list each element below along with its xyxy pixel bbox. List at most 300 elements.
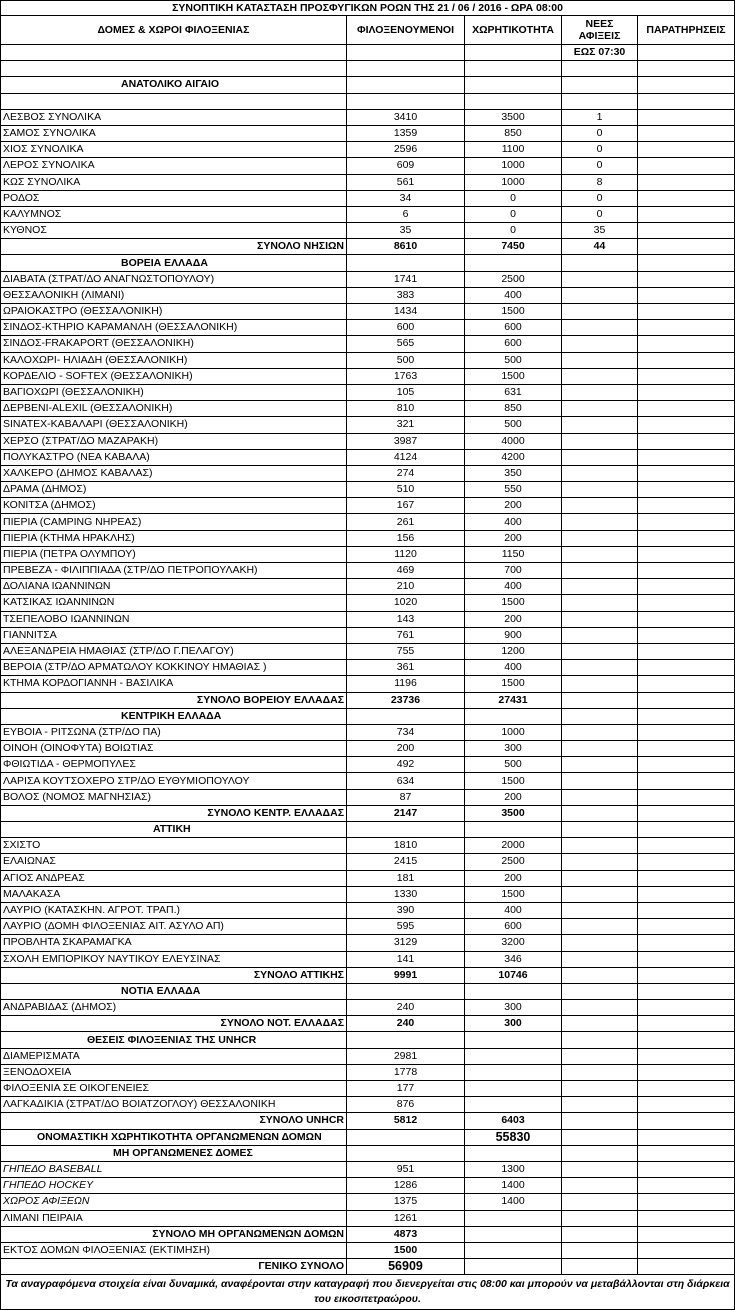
capacity-value: 700 bbox=[465, 563, 562, 579]
capacity-value: 1400 bbox=[465, 1194, 562, 1210]
total-row bbox=[1, 1226, 735, 1242]
total-hosted: 9991 bbox=[347, 967, 465, 983]
arrivals-value bbox=[562, 886, 638, 902]
table-row bbox=[1, 125, 735, 141]
notes-cell bbox=[638, 482, 735, 498]
hosted-value: 141 bbox=[347, 951, 465, 967]
total-row bbox=[1, 239, 735, 255]
table-row bbox=[1, 352, 735, 368]
arrivals-value: 8 bbox=[562, 174, 638, 190]
arrivals-value bbox=[562, 498, 638, 514]
total-label: ΣΥΝΟΛΟ ΑΤΤΙΚΗΣ bbox=[1, 967, 347, 983]
hosted-value: 1500 bbox=[347, 1242, 465, 1258]
capacity-value: 500 bbox=[465, 757, 562, 773]
total-capacity: 6403 bbox=[465, 1113, 562, 1129]
table-row bbox=[1, 643, 735, 659]
grand-total-value: 56909 bbox=[347, 1259, 465, 1275]
grand-total-label: ΓΕΝΙΚΟ ΣΥΝΟΛΟ bbox=[1, 1259, 347, 1275]
table-row bbox=[1, 190, 735, 206]
arrivals-value bbox=[562, 935, 638, 951]
hosted-value: 600 bbox=[347, 320, 465, 336]
structure-name: ΒΑΓΙΟΧΩΡΙ (ΘΕΣΣΑΛΟΝΙΚΗ) bbox=[1, 384, 347, 400]
total-arrivals: 44 bbox=[562, 239, 638, 255]
arrivals-value bbox=[562, 401, 638, 417]
notes-cell bbox=[638, 546, 735, 562]
hosted-value: 200 bbox=[347, 741, 465, 757]
total-hosted: 4873 bbox=[347, 1226, 465, 1242]
table-row bbox=[1, 951, 735, 967]
hosted-value: 500 bbox=[347, 352, 465, 368]
capacity-value: 200 bbox=[465, 870, 562, 886]
total-label: ΣΥΝΟΛΟ ΝΗΣΙΩΝ bbox=[1, 239, 347, 255]
structure-name: ΛΕΣΒΟΣ ΣΥΝΟΛΙΚΑ bbox=[1, 109, 347, 125]
capacity-value: 1400 bbox=[465, 1178, 562, 1194]
capacity-value: 0 bbox=[465, 206, 562, 222]
notes-cell bbox=[638, 287, 735, 303]
structure-name: ΠΟΛΥΚΑΣΤΡΟ (ΝΕΑ ΚΑΒΑΛΑ) bbox=[1, 449, 347, 465]
arrivals-value bbox=[562, 579, 638, 595]
section-title: ΑΤΤΙΚΗ bbox=[1, 822, 347, 838]
table-row bbox=[1, 1194, 735, 1210]
section-header-row bbox=[1, 77, 735, 93]
notes-cell bbox=[638, 676, 735, 692]
table-row bbox=[1, 336, 735, 352]
arrivals-value: 0 bbox=[562, 125, 638, 141]
table-row bbox=[1, 482, 735, 498]
hosted-value: 34 bbox=[347, 190, 465, 206]
section-header-row bbox=[1, 708, 735, 724]
structure-name: ΣΧΟΛΗ ΕΜΠΟΡΙΚΟΥ ΝΑΥΤΙΚΟΥ ΕΛΕΥΣΙΝΑΣ bbox=[1, 951, 347, 967]
capacity-value: 400 bbox=[465, 902, 562, 918]
hosted-value: 181 bbox=[347, 870, 465, 886]
structure-name: ΜΑΛΑΚΑΣΑ bbox=[1, 886, 347, 902]
hosted-value: 3129 bbox=[347, 935, 465, 951]
notes-cell bbox=[638, 595, 735, 611]
hosted-value: 1286 bbox=[347, 1178, 465, 1194]
notes-cell bbox=[638, 1064, 735, 1080]
table-row bbox=[1, 854, 735, 870]
arrivals-value bbox=[562, 433, 638, 449]
structure-name: ΑΓΙΟΣ ΑΝΔΡΕΑΣ bbox=[1, 870, 347, 886]
table-row bbox=[1, 1000, 735, 1016]
structure-name: ΤΣΕΠΕΛΟΒΟ ΙΩΑΝΝΙΝΩΝ bbox=[1, 611, 347, 627]
arrivals-value bbox=[562, 902, 638, 918]
notes-cell bbox=[638, 223, 735, 239]
notes-cell bbox=[638, 109, 735, 125]
notes-cell bbox=[638, 206, 735, 222]
capacity-value: 2000 bbox=[465, 838, 562, 854]
total-hosted: 8610 bbox=[347, 239, 465, 255]
section-header-row bbox=[1, 822, 735, 838]
table-row bbox=[1, 401, 735, 417]
structure-name: ΠΙΕΡΙΑ (ΚΤΗΜΑ ΗΡΑΚΛΗΣ) bbox=[1, 530, 347, 546]
hosted-value: 595 bbox=[347, 919, 465, 935]
hosted-value: 390 bbox=[347, 902, 465, 918]
notes-cell bbox=[638, 902, 735, 918]
table-row bbox=[1, 886, 735, 902]
structure-name: ΛΕΡΟΣ ΣΥΝΟΛΙΚΑ bbox=[1, 158, 347, 174]
arrivals-value bbox=[562, 643, 638, 659]
notes-cell bbox=[638, 627, 735, 643]
footnote-row bbox=[1, 1275, 735, 1310]
notes-cell bbox=[638, 384, 735, 400]
structure-name: ΔΟΛΙΑΝΑ ΙΩΑΝΝΙΝΩΝ bbox=[1, 579, 347, 595]
arrivals-value bbox=[562, 611, 638, 627]
capacity-value: 1500 bbox=[465, 595, 562, 611]
hosted-value: 2596 bbox=[347, 142, 465, 158]
total-arrivals bbox=[562, 967, 638, 983]
capacity-value: 900 bbox=[465, 627, 562, 643]
arrivals-value bbox=[562, 838, 638, 854]
arrivals-value: 0 bbox=[562, 206, 638, 222]
notes-cell bbox=[638, 158, 735, 174]
structure-name: ΦΘΙΩΤΙΔΑ - ΘΕΡΜΟΠΥΛΕΣ bbox=[1, 757, 347, 773]
capacity-value: 600 bbox=[465, 336, 562, 352]
table-row bbox=[1, 563, 735, 579]
capacity-value: 300 bbox=[465, 1000, 562, 1016]
hosted-value: 240 bbox=[347, 1000, 465, 1016]
hosted-value: 1741 bbox=[347, 271, 465, 287]
hosted-value: 87 bbox=[347, 789, 465, 805]
hosted-value: 383 bbox=[347, 287, 465, 303]
capacity-value: 1000 bbox=[465, 174, 562, 190]
structure-name: ΕΚΤΟΣ ΔΟΜΩΝ ΦΙΛΟΞΕΝΙΑΣ (ΕΚΤΙΜΗΣΗ) bbox=[1, 1242, 347, 1258]
table-row bbox=[1, 1048, 735, 1064]
capacity-value: 2500 bbox=[465, 854, 562, 870]
notes-cell bbox=[638, 304, 735, 320]
hosted-value: 1810 bbox=[347, 838, 465, 854]
section-title: ΑΝΑΤΟΛΙΚΟ ΑΙΓΑΙΟ bbox=[1, 77, 347, 93]
total-capacity: 300 bbox=[465, 1016, 562, 1032]
structure-name: ΚΑΛΥΜΝΟΣ bbox=[1, 206, 347, 222]
arrivals-value bbox=[562, 870, 638, 886]
hosted-value: 3987 bbox=[347, 433, 465, 449]
capacity-value: 300 bbox=[465, 741, 562, 757]
section-title: ΝΟΤΙΑ ΕΛΛΑΔΑ bbox=[1, 983, 347, 999]
structure-name: ΒΟΛΟΣ (ΝΟΜΟΣ ΜΑΓΝΗΣΙΑΣ) bbox=[1, 789, 347, 805]
footnote-text: Τα αναγραφόμενα στοιχεία είναι δυναμικά, αναφέρονται στην καταγραφή που διενεργείται στις 08:00 και μπορούν να μεταβάλλονται στη διάρκεια του εικοσιτετραώρου. bbox=[1, 1275, 735, 1310]
header-new-arrivals: ΝΕΕΣ ΑΦΙΞΕΙΣ bbox=[562, 16, 638, 45]
capacity-value bbox=[465, 1081, 562, 1097]
arrivals-value bbox=[562, 627, 638, 643]
blank-row bbox=[1, 93, 735, 109]
total-label: ΣΥΝΟΛΟ ΒΟΡΕΙΟΥ ΕΛΛΑΔΑΣ bbox=[1, 692, 347, 708]
table-row bbox=[1, 741, 735, 757]
table-row bbox=[1, 546, 735, 562]
hosted-value: 2981 bbox=[347, 1048, 465, 1064]
structure-name: ΧΑΛΚΕΡΟ (ΔΗΜΟΣ ΚΑΒΑΛΑΣ) bbox=[1, 465, 347, 481]
table-row bbox=[1, 368, 735, 384]
table-row bbox=[1, 579, 735, 595]
notes-cell bbox=[638, 724, 735, 740]
section-header-row bbox=[1, 1032, 735, 1048]
total-capacity: 3500 bbox=[465, 805, 562, 821]
capacity-value: 1300 bbox=[465, 1161, 562, 1177]
capacity-value: 1000 bbox=[465, 158, 562, 174]
capacity-value: 600 bbox=[465, 919, 562, 935]
table-row bbox=[1, 1081, 735, 1097]
arrivals-value bbox=[562, 271, 638, 287]
arrivals-value bbox=[562, 304, 638, 320]
capacity-value: 350 bbox=[465, 465, 562, 481]
arrivals-value bbox=[562, 352, 638, 368]
arrivals-value bbox=[562, 336, 638, 352]
structure-name: ΔΙΑΜΕΡΙΣΜΑΤΑ bbox=[1, 1048, 347, 1064]
table-row bbox=[1, 530, 735, 546]
structure-name: ΔΕΡΒΕΝΙ-ALEXIL (ΘΕΣΣΑΛΟΝΙΚΗ) bbox=[1, 401, 347, 417]
notes-cell bbox=[638, 789, 735, 805]
table-row bbox=[1, 773, 735, 789]
structure-name: ΧΩΡΟΣ ΑΦΙΞΕΩΝ bbox=[1, 1194, 347, 1210]
table-row bbox=[1, 109, 735, 125]
hosted-value: 492 bbox=[347, 757, 465, 773]
hosted-value: 177 bbox=[347, 1081, 465, 1097]
structure-name: ΟΙΝΟΗ (ΟΙΝΟΦΥΤΑ) ΒΟΙΩΤΙΑΣ bbox=[1, 741, 347, 757]
structure-name: ΚΥΘΝΟΣ bbox=[1, 223, 347, 239]
structure-name: ΛΑΥΡΙΟ (ΔΟΜΗ ΦΙΛΟΞΕΝΙΑΣ ΑΙΤ. ΑΣΥΛΟ ΑΠ) bbox=[1, 919, 347, 935]
arrivals-value bbox=[562, 482, 638, 498]
capacity-value: 600 bbox=[465, 320, 562, 336]
notes-cell bbox=[638, 870, 735, 886]
capacity-value: 0 bbox=[465, 223, 562, 239]
header-until: ΕΩΣ 07:30 bbox=[562, 45, 638, 61]
hosted-value: 105 bbox=[347, 384, 465, 400]
section-title: ΒΟΡΕΙΑ ΕΛΛΑΔΑ bbox=[1, 255, 347, 271]
hosted-value: 3410 bbox=[347, 109, 465, 125]
notes-cell bbox=[638, 514, 735, 530]
report-title: ΣΥΝΟΠΤΙΚΗ ΚΑΤΑΣΤΑΣΗ ΠΡΟΣΦΥΓΙΚΩΝ ΡΟΩΝ ΤΗΣ 21 / 06 / 2016 - ΩΡΑ 08:00 bbox=[1, 1, 735, 16]
structure-name: ΕΛΑΙΩΝΑΣ bbox=[1, 854, 347, 870]
table-row bbox=[1, 433, 735, 449]
capacity-value: 550 bbox=[465, 482, 562, 498]
notes-cell bbox=[638, 352, 735, 368]
hosted-value: 4124 bbox=[347, 449, 465, 465]
arrivals-value bbox=[562, 773, 638, 789]
table-row bbox=[1, 206, 735, 222]
notes-cell bbox=[638, 579, 735, 595]
hosted-value: 561 bbox=[347, 174, 465, 190]
capacity-value: 200 bbox=[465, 498, 562, 514]
capacity-value: 400 bbox=[465, 579, 562, 595]
section-header-row bbox=[1, 255, 735, 271]
table-row bbox=[1, 870, 735, 886]
hosted-value: 761 bbox=[347, 627, 465, 643]
hosted-value: 261 bbox=[347, 514, 465, 530]
arrivals-value: 0 bbox=[562, 142, 638, 158]
capacity-value bbox=[465, 1210, 562, 1226]
hosted-value: 876 bbox=[347, 1097, 465, 1113]
notes-cell bbox=[638, 611, 735, 627]
capacity-value: 400 bbox=[465, 287, 562, 303]
table-row bbox=[1, 838, 735, 854]
structure-name: ΠΙΕΡΙΑ (CAMPING ΝΗΡΕΑΣ) bbox=[1, 514, 347, 530]
structure-name: ΓΙΑΝΝΙΤΣΑ bbox=[1, 627, 347, 643]
total-arrivals bbox=[562, 1016, 638, 1032]
structure-name: ΔΙΑΒΑΤΑ (ΣΤΡΑΤ/ΔΟ ΑΝΑΓΝΩΣΤΟΠΟΥΛΟΥ) bbox=[1, 271, 347, 287]
capacity-value: 1500 bbox=[465, 773, 562, 789]
arrivals-value bbox=[562, 530, 638, 546]
notes-cell bbox=[638, 773, 735, 789]
table-row bbox=[1, 1161, 735, 1177]
table-row bbox=[1, 1178, 735, 1194]
capacity-value bbox=[465, 1048, 562, 1064]
hosted-value: 755 bbox=[347, 643, 465, 659]
capacity-value: 1150 bbox=[465, 546, 562, 562]
hosted-value: 167 bbox=[347, 498, 465, 514]
structure-name: ΚΟΝΙΤΣΑ (ΔΗΜΟΣ) bbox=[1, 498, 347, 514]
arrivals-value bbox=[562, 1000, 638, 1016]
notes-cell bbox=[638, 643, 735, 659]
notes-cell bbox=[638, 1048, 735, 1064]
capacity-value: 346 bbox=[465, 951, 562, 967]
table-row bbox=[1, 1097, 735, 1113]
notes-cell bbox=[638, 433, 735, 449]
table-row bbox=[1, 676, 735, 692]
capacity-value: 200 bbox=[465, 789, 562, 805]
notes-cell bbox=[638, 563, 735, 579]
structure-name: ΛΑΥΡΙΟ (ΚΑΤΑΣΚΗΝ. ΑΓΡΟΤ. ΤΡΑΠ.) bbox=[1, 902, 347, 918]
arrivals-value bbox=[562, 384, 638, 400]
notes-cell bbox=[638, 336, 735, 352]
notes-cell bbox=[638, 401, 735, 417]
arrivals-value bbox=[562, 320, 638, 336]
total-hosted: 23736 bbox=[347, 692, 465, 708]
arrivals-value bbox=[562, 417, 638, 433]
structure-name: ΠΡΟΒΛΗΤΑ ΣΚΑΡΑΜΑΓΚΑ bbox=[1, 935, 347, 951]
hosted-value: 810 bbox=[347, 401, 465, 417]
notes-cell bbox=[638, 271, 735, 287]
capacity-value: 1500 bbox=[465, 676, 562, 692]
structure-name: ΣΙΝΔΟΣ-ΚΤΗΡΙΟ ΚΑΡΑΜΑΝΛΗ (ΘΕΣΣΑΛΟΝΙΚΗ) bbox=[1, 320, 347, 336]
hosted-value: 1020 bbox=[347, 595, 465, 611]
notes-cell bbox=[638, 692, 735, 708]
table-row bbox=[1, 417, 735, 433]
notes-cell bbox=[638, 838, 735, 854]
nominal-capacity-label: ΟΝΟΜΑΣΤΙΚΗ ΧΩΡΗΤΙΚΟΤΗΤΑ ΟΡΓΑΝΩΜΕΝΩΝ ΔΟΜΩΝ bbox=[1, 1129, 347, 1145]
hosted-value: 1375 bbox=[347, 1194, 465, 1210]
total-row bbox=[1, 1016, 735, 1032]
notes-cell bbox=[638, 741, 735, 757]
notes-cell bbox=[638, 1113, 735, 1129]
table-row bbox=[1, 660, 735, 676]
structure-name: ΚΤΗΜΑ ΚΟΡΔΟΓΙΑΝΝΗ - ΒΑΣΙΛΙΚΑ bbox=[1, 676, 347, 692]
notes-cell bbox=[638, 854, 735, 870]
capacity-value: 4200 bbox=[465, 449, 562, 465]
arrivals-value bbox=[562, 919, 638, 935]
section-title: ΘΕΣΕΙΣ ΦΙΛΟΞΕΝΙΑΣ ΤΗΣ UNHCR bbox=[1, 1032, 347, 1048]
notes-cell bbox=[638, 449, 735, 465]
structure-name: ΡΟΔΟΣ bbox=[1, 190, 347, 206]
arrivals-value bbox=[562, 287, 638, 303]
arrivals-value bbox=[562, 1081, 638, 1097]
structure-name: ΓΗΠΕΔΟ HOCKEY bbox=[1, 1178, 347, 1194]
arrivals-value bbox=[562, 563, 638, 579]
structure-name: ΛΑΓΚΑΔΙΚΙΑ (ΣΤΡΑΤ/ΔΟ ΒΟΙΑΤΖΟΓΛΟΥ) ΘΕΣΣΑΛΟΝΙΚΗ bbox=[1, 1097, 347, 1113]
total-arrivals bbox=[562, 1113, 638, 1129]
arrivals-value: 35 bbox=[562, 223, 638, 239]
table-row bbox=[1, 223, 735, 239]
table-row bbox=[1, 449, 735, 465]
table-row bbox=[1, 919, 735, 935]
structure-name: ΑΝΔΡΑΒΙΔΑΣ (ΔΗΜΟΣ) bbox=[1, 1000, 347, 1016]
capacity-value: 1500 bbox=[465, 368, 562, 384]
structure-name: ΕΥΒΟΙΑ - ΡΙΤΣΩΝΑ (ΣΤΡ/ΔΟ ΠΑ) bbox=[1, 724, 347, 740]
notes-cell bbox=[638, 174, 735, 190]
hosted-value: 1261 bbox=[347, 1210, 465, 1226]
nominal-capacity-value: 55830 bbox=[465, 1129, 562, 1145]
total-row bbox=[1, 805, 735, 821]
arrivals-value bbox=[562, 449, 638, 465]
structure-name: ΘΕΣΣΑΛΟΝΙΚΗ (ΛΙΜΑΝΙ) bbox=[1, 287, 347, 303]
total-arrivals bbox=[562, 805, 638, 821]
notes-cell bbox=[638, 498, 735, 514]
structure-name: ΠΡΕΒΕΖΑ - ΦΙΛΙΠΠΙΑΔΑ (ΣΤΡ/ΔΟ ΠΕΤΡΟΠΟΥΛΑΚΗ) bbox=[1, 563, 347, 579]
capacity-value bbox=[465, 1097, 562, 1113]
arrivals-value: 0 bbox=[562, 158, 638, 174]
total-capacity: 27431 bbox=[465, 692, 562, 708]
table-row bbox=[1, 724, 735, 740]
hosted-value: 734 bbox=[347, 724, 465, 740]
capacity-value: 1100 bbox=[465, 142, 562, 158]
notes-cell bbox=[638, 125, 735, 141]
hosted-value: 1434 bbox=[347, 304, 465, 320]
capacity-value: 400 bbox=[465, 514, 562, 530]
table-row bbox=[1, 304, 735, 320]
structure-name: ΧΙΟΣ ΣΥΝΟΛΙΚΑ bbox=[1, 142, 347, 158]
capacity-value bbox=[465, 1064, 562, 1080]
capacity-value: 850 bbox=[465, 125, 562, 141]
structure-name: ΦΙΛΟΞΕΝΙΑ ΣΕ ΟΙΚΟΓΕΝΕΙΕΣ bbox=[1, 1081, 347, 1097]
hosted-value: 35 bbox=[347, 223, 465, 239]
arrivals-value bbox=[562, 595, 638, 611]
total-row bbox=[1, 692, 735, 708]
hosted-value: 951 bbox=[347, 1161, 465, 1177]
section-header-row bbox=[1, 983, 735, 999]
table-row bbox=[1, 611, 735, 627]
arrivals-value bbox=[562, 546, 638, 562]
table-row bbox=[1, 498, 735, 514]
notes-cell bbox=[638, 1097, 735, 1113]
arrivals-value bbox=[562, 368, 638, 384]
structure-name: ΚΑΛΟΧΩΡΙ- ΗΛΙΑΔΗ (ΘΕΣΣΑΛΟΝΙΚΗ) bbox=[1, 352, 347, 368]
capacity-value: 2500 bbox=[465, 271, 562, 287]
notes-cell bbox=[638, 368, 735, 384]
section-header-row bbox=[1, 1145, 735, 1161]
hosted-value: 565 bbox=[347, 336, 465, 352]
table-row bbox=[1, 757, 735, 773]
capacity-value: 0 bbox=[465, 190, 562, 206]
table-row bbox=[1, 1210, 735, 1226]
header-notes: ΠΑΡΑΤΗΡΗΣΕΙΣ bbox=[638, 16, 735, 45]
hosted-value: 1778 bbox=[347, 1064, 465, 1080]
notes-cell bbox=[638, 886, 735, 902]
table-row bbox=[1, 158, 735, 174]
arrivals-value bbox=[562, 1064, 638, 1080]
notes-cell bbox=[638, 1081, 735, 1097]
hosted-value: 1359 bbox=[347, 125, 465, 141]
table-row bbox=[1, 320, 735, 336]
header-hosted: ΦΙΛΟΞΕΝΟΥΜΕΝΟΙ bbox=[347, 16, 465, 45]
arrivals-value bbox=[562, 660, 638, 676]
notes-cell bbox=[638, 1016, 735, 1032]
table-row bbox=[1, 627, 735, 643]
table-row bbox=[1, 174, 735, 190]
arrivals-value: 0 bbox=[562, 190, 638, 206]
arrivals-value bbox=[562, 951, 638, 967]
notes-cell bbox=[638, 320, 735, 336]
total-hosted: 2147 bbox=[347, 805, 465, 821]
arrivals-value: 1 bbox=[562, 109, 638, 125]
